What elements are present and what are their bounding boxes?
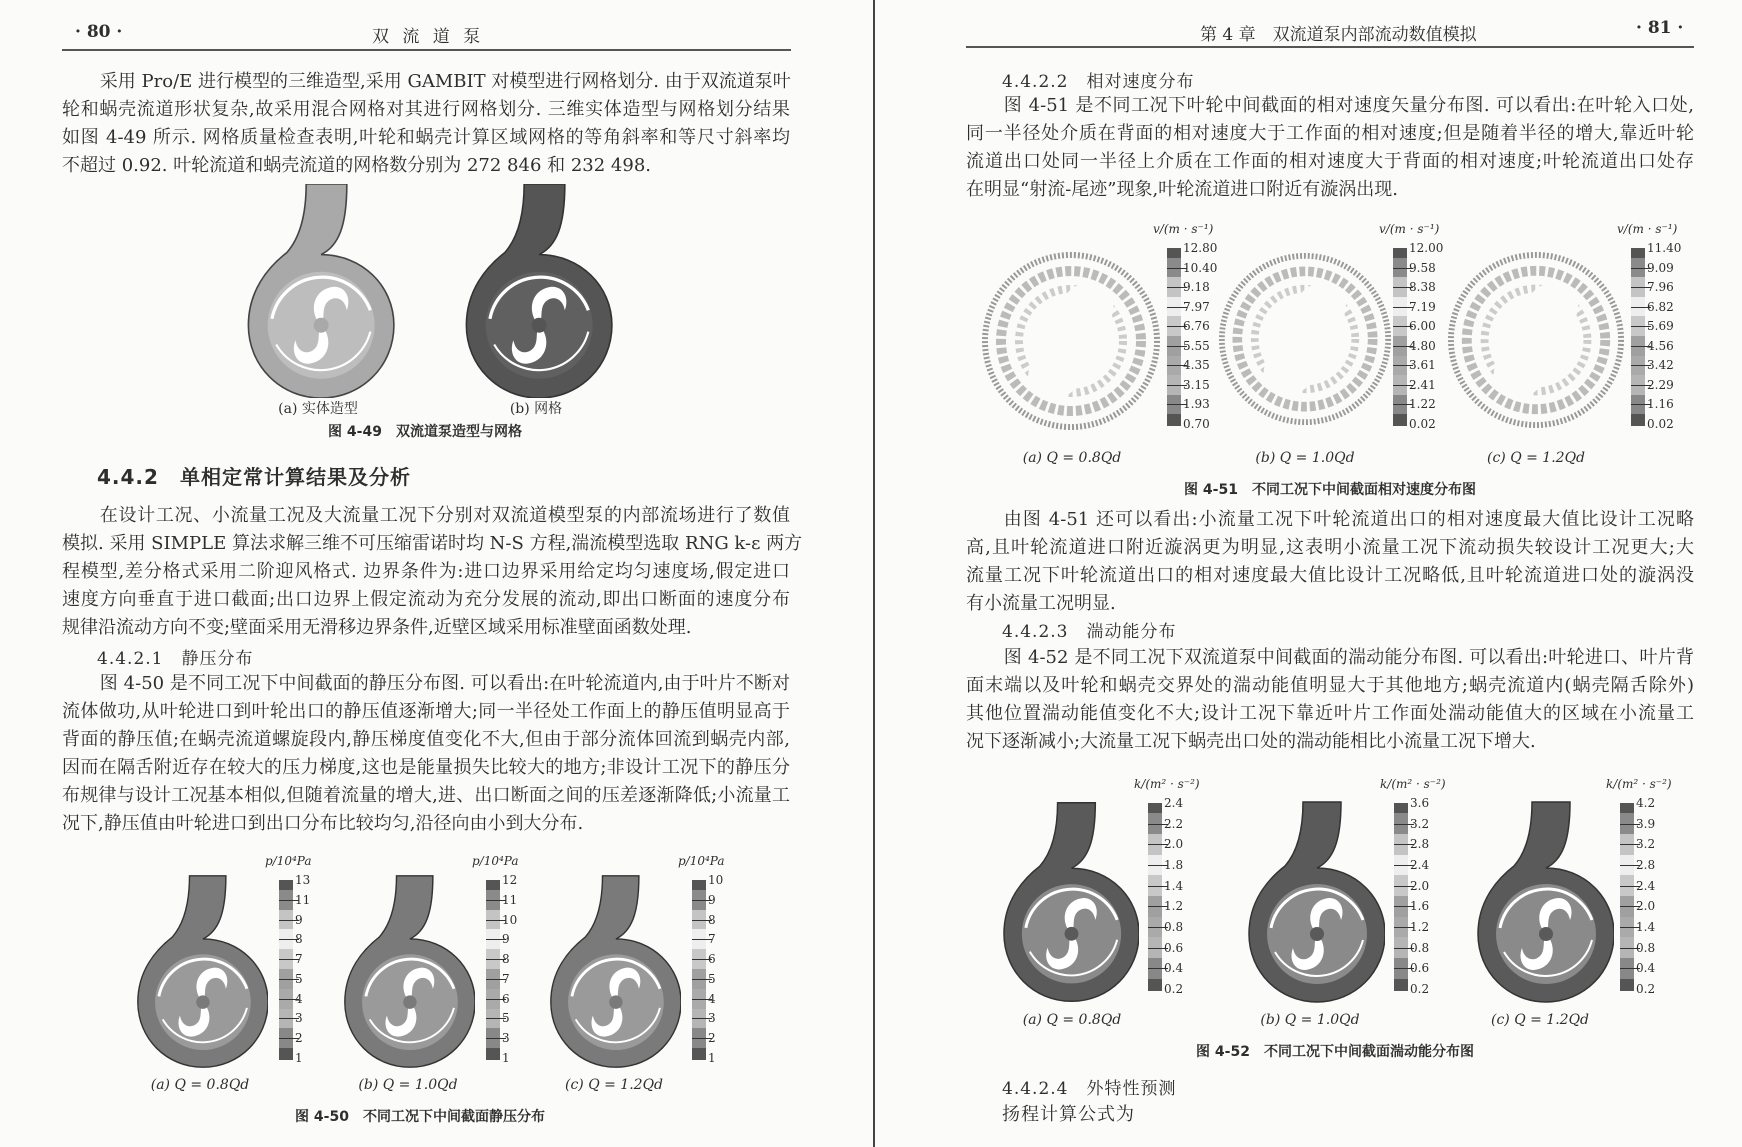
colorbar-tick-label: 2.41: [1409, 377, 1436, 392]
text-line: 流量工况下叶轮流道出口的相对速度最大值比设计工况略低,且叶轮流道进口处的漩涡没: [966, 565, 1694, 586]
colorbar-tick-label: 2.0: [1410, 878, 1430, 893]
text-line: 高,且叶轮流道进口附近漩涡更为明显,这表明小流量工况下流动损失较设计工况更大;大: [966, 537, 1694, 558]
colorbar-tick-label: 0.2: [1410, 982, 1430, 996]
colorbar-legend: [1620, 796, 1680, 996]
text-line: 况下,静压值由叶轮进口到出口分布比较均匀,沿径向由小到大分布.: [62, 813, 584, 834]
colorbar-segment: [1393, 414, 1407, 426]
subcaption: (c) Q = 1.2Qd: [1490, 1012, 1590, 1028]
contour-plot-a: [134, 871, 268, 1072]
colorbar-tick-label: 10: [502, 912, 518, 927]
colorbar-tick-label: 12: [502, 873, 518, 887]
colorbar-tick-label: 1.93: [1183, 397, 1210, 412]
text-line: 在设计工况、小流量工况及大流量工况下分别对双流道模型泵的内部流场进行了数值: [99, 505, 790, 526]
figure-caption: 图 4-50 不同工况下中间截面静压分布: [295, 1109, 545, 1125]
colorbar-unit-label: p/10⁴Pa: [472, 854, 519, 868]
colorbar-tick-label: 2.4: [1164, 796, 1184, 810]
colorbar-tick-label: 10: [708, 873, 724, 887]
colorbar-tick-label: 3.42: [1647, 358, 1674, 373]
colorbar-unit-label: p/10⁴Pa: [678, 854, 725, 868]
colorbar-tick-label: 6.82: [1647, 299, 1674, 314]
text-line: 速度方向垂直于进口截面;出口边界上假定流动为充分发展的流动,即出口断面的速度分布: [62, 589, 790, 610]
colorbar-tick-label: 0.2: [1636, 982, 1656, 996]
colorbar-tick-label: 11: [502, 892, 518, 907]
colorbar-tick-label: 2.4: [1636, 878, 1656, 893]
colorbar-tick-label: 1.22: [1409, 397, 1436, 412]
colorbar-tick-label: 7: [295, 952, 303, 967]
colorbar-tick-label: 9.09: [1647, 260, 1674, 275]
subcaption: (c) Q = 1.2Qd: [564, 1077, 664, 1093]
contour-plot-c: [547, 871, 681, 1072]
colorbar-tick-label: 2.8: [1410, 837, 1430, 852]
text-line: 图 4-52 是不同工况下双流道泵中间截面的湍动能分布图. 可以看出:叶轮进口、叶片背: [1003, 647, 1694, 668]
paragraph: [62, 670, 790, 838]
colorbar-segment: [1148, 979, 1162, 991]
colorbar-tick-label: 1: [708, 1051, 716, 1065]
colorbar-tick-label: 0.8: [1164, 920, 1184, 934]
colorbar-tick-label: 9: [295, 912, 303, 927]
text-line: 模拟. 采用 SIMPLE 算法求解三维不可压缩雷诺时均 N-S 方程,湍流模型选取 RNG k-ε 两方: [62, 533, 803, 554]
subcaption: (a) Q = 0.8Qd: [150, 1077, 250, 1093]
text-line: 背面的静压值;在蜗壳流道螺旋段内,静压梯度值变化不大,但由于部分流体回流到蜗壳内部,: [62, 729, 790, 750]
colorbar-tick-label: 9: [708, 892, 716, 907]
colorbar-tick-label: 0.8: [1410, 940, 1430, 955]
colorbar-tick-label: 1: [502, 1051, 510, 1065]
header-rule-left: [62, 49, 791, 51]
colorbar-tick-label: 7.96: [1647, 280, 1674, 295]
colorbar-tick-label: 3.6: [1410, 796, 1430, 810]
text-line: 流道出口处同一半径上介质在工作面的相对速度大于背面的相对速度;叶轮流道出口处存: [966, 151, 1694, 172]
colorbar-segment: [1394, 979, 1408, 991]
colorbar-tick-label: 1.4: [1636, 920, 1656, 934]
contour-plot-c: [1447, 251, 1625, 429]
colorbar-tick-label: 8: [295, 932, 303, 947]
colorbar-legend: [1394, 796, 1454, 996]
subcaption: (b) Q = 1.0Qd: [1255, 450, 1355, 466]
colorbar-tick-label: 1: [295, 1051, 303, 1065]
colorbar-tick-label: 0.2: [1164, 982, 1184, 996]
subheading: 4.4.2.1 静压分布: [97, 649, 254, 669]
colorbar-tick-label: 6.76: [1183, 319, 1210, 334]
colorbar-unit-label: k/(m² · s⁻²): [1606, 777, 1672, 791]
colorbar-tick-label: 7.19: [1409, 299, 1436, 314]
colorbar-tick-label: 5: [502, 1011, 510, 1026]
figure-4-49a-solid-model: [240, 184, 398, 398]
colorbar-tick-label: 2: [295, 1031, 303, 1046]
subcaption: (a) Q = 0.8Qd: [1022, 450, 1122, 466]
contour-plot-c: [1474, 799, 1614, 1005]
subcaption: (c) Q = 1.2Qd: [1486, 450, 1586, 466]
colorbar-tick-label: 11: [295, 892, 311, 907]
colorbar-tick-label: 2.8: [1636, 858, 1656, 872]
page-number-left: · 80 ·: [75, 22, 123, 42]
text-line: 不超过 0.92. 叶轮流道和蜗壳流道的网格数分别为 272 846 和 232 498.: [62, 155, 651, 176]
colorbar-tick-label: 7: [502, 971, 510, 986]
colorbar-tick-label: 0.4: [1164, 961, 1184, 976]
paragraph: [966, 506, 1694, 618]
colorbar-tick-label: 7.97: [1183, 299, 1210, 314]
colorbar-tick-label: 0.02: [1409, 417, 1436, 431]
text-line: 流体做功,从叶轮进口到叶轮出口的静压值逐渐增大;同一半径处工作面上的静压值明显高于: [62, 701, 790, 722]
colorbar-tick-label: 5.69: [1647, 319, 1674, 334]
subcaption: (b) Q = 1.0Qd: [1260, 1012, 1360, 1028]
text-line: 面末端以及叶轮和蜗壳交界处的湍动能值明显大于其他地方;蜗壳流道内(蜗壳隔舌除外): [966, 675, 1694, 696]
contour-plot-b: [341, 871, 475, 1072]
colorbar-tick-label: 1.2: [1164, 899, 1184, 914]
text-line: 布规律与设计工况基本相似,但随着流量的增大,进、出口断面之间的压差逐渐降低;小流量工: [62, 785, 790, 806]
text-line: 图 4-50 是不同工况下中间截面的静压分布图. 可以看出:在叶轮流道内,由于叶片不断对: [99, 673, 790, 694]
colorbar-tick-label: 1.2: [1410, 920, 1430, 934]
colorbar-tick-label: 8.38: [1409, 280, 1436, 295]
colorbar-tick-label: 5.55: [1183, 338, 1210, 353]
text-line: 如图 4-49 所示. 网格质量检查表明,叶轮和蜗壳计算区域网格的等角斜率和等尺寸斜率均: [62, 127, 790, 148]
subheading: 4.4.2.4 外特性预测: [1002, 1079, 1177, 1099]
colorbar-tick-label: 11.40: [1647, 241, 1682, 255]
figure-4-49b-mesh: [458, 184, 616, 398]
colorbar-tick-label: 3.61: [1409, 358, 1436, 373]
colorbar-tick-label: 3: [295, 1011, 303, 1026]
colorbar-segment: [1631, 414, 1645, 426]
subcaption: (a) Q = 0.8Qd: [1022, 1012, 1122, 1028]
colorbar-tick-label: 5: [708, 971, 716, 986]
subcaption: (b) 网格: [509, 401, 563, 417]
colorbar-tick-label: 4.80: [1409, 338, 1436, 353]
running-title-right: 第 4 章 双流道泵内部流动数值模拟: [1200, 25, 1477, 45]
body-text: 扬程计算公式为: [1002, 1104, 1135, 1125]
colorbar-segment: [279, 1048, 293, 1060]
colorbar-tick-label: 10.40: [1183, 260, 1218, 275]
paragraph: [62, 502, 803, 642]
colorbar-tick-label: 0.8: [1636, 940, 1656, 955]
contour-plot-b: [1245, 799, 1385, 1005]
colorbar-tick-label: 2.0: [1636, 899, 1656, 914]
section-heading: 4.4.2 单相定常计算结果及分析: [97, 465, 411, 489]
colorbar-tick-label: 2: [708, 1031, 716, 1046]
subheading: 4.4.2.3 湍动能分布: [1002, 622, 1177, 642]
paragraph: [62, 68, 790, 180]
colorbar-segment: [692, 1048, 706, 1060]
colorbar-tick-label: 1.4: [1164, 878, 1184, 893]
text-line: 轮和蜗壳流道形状复杂,故采用混合网格对其进行网格划分. 三维实体造型与网格划分结果: [62, 99, 790, 120]
contour-plot-b: [1218, 251, 1392, 427]
colorbar-tick-label: 2.2: [1164, 816, 1184, 831]
text-line: 图 4-51 是不同工况下叶轮中间截面的相对速度矢量分布图. 可以看出:在叶轮入口处,: [1003, 95, 1694, 116]
subheading: 4.4.2.2 相对速度分布: [1002, 72, 1195, 92]
subcaption: (a) 实体造型: [278, 401, 358, 417]
colorbar-tick-label: 4.56: [1647, 338, 1674, 353]
colorbar-tick-label: 4.2: [1636, 796, 1656, 810]
colorbar-tick-label: 1.6: [1410, 899, 1430, 914]
text-line: 有小流量工况明显.: [966, 593, 1116, 614]
text-line: 同一半径处介质在背面的相对速度大于工作面的相对速度;但是随着半径的增大,靠近叶轮: [966, 123, 1694, 144]
colorbar-legend: [692, 873, 752, 1065]
colorbar-legend: [1631, 241, 1691, 431]
colorbar-legend: [279, 873, 339, 1065]
text-line: 由图 4-51 还可以看出:小流量工况下叶轮流道出口的相对速度最大值比设计工况略: [1003, 509, 1694, 530]
colorbar-tick-label: 8: [502, 952, 510, 967]
colorbar-legend: [486, 873, 546, 1065]
colorbar-tick-label: 3.15: [1183, 377, 1210, 392]
colorbar-tick-label: 0.70: [1183, 417, 1210, 431]
colorbar-tick-label: 2.4: [1410, 858, 1430, 872]
text-line: 其他位置湍动能值变化不大;设计工况下靠近叶片工作面处湍动能值大的区域在小流量工: [966, 703, 1694, 724]
colorbar-tick-label: 1.8: [1164, 858, 1184, 872]
colorbar-unit-label: v/(m · s⁻¹): [1379, 222, 1440, 236]
text-line: 况下逐渐减小;大流量工况下蜗壳出口处的湍动能相比小流量工况下增大.: [966, 731, 1536, 752]
colorbar-tick-label: 4: [295, 991, 303, 1006]
colorbar-unit-label: p/10⁴Pa: [265, 854, 312, 868]
contour-plot-a: [981, 251, 1161, 431]
paragraph: [966, 644, 1694, 756]
colorbar-tick-label: 6: [708, 952, 716, 967]
colorbar-legend: [1148, 796, 1208, 996]
colorbar-tick-label: 6: [502, 991, 510, 1006]
running-title-left: 双 流 道 泵: [372, 27, 485, 47]
colorbar-tick-label: 0.02: [1647, 417, 1674, 431]
colorbar-tick-label: 3: [502, 1031, 510, 1046]
colorbar-tick-label: 2.0: [1164, 837, 1184, 852]
figure-caption: 图 4-49 双流道泵造型与网格: [328, 424, 522, 440]
colorbar-tick-label: 3: [708, 1011, 716, 1026]
text-line: 程模型,差分格式采用二阶迎风格式. 边界条件为:进口边界采用给定均匀速度场,假定进口: [62, 561, 790, 582]
colorbar-tick-label: 5: [295, 971, 303, 986]
contour-plot-a: [1000, 799, 1139, 1005]
colorbar-tick-label: 9: [502, 932, 510, 947]
colorbar-legend: [1393, 241, 1453, 431]
colorbar-tick-label: 2.29: [1647, 377, 1674, 392]
header-rule-right: [966, 46, 1694, 48]
colorbar-tick-label: 3.2: [1636, 837, 1656, 852]
text-line: 在明显“射流-尾迹”现象,叶轮流道进口附近有漩涡出现.: [966, 179, 1398, 200]
colorbar-tick-label: 4.35: [1183, 358, 1210, 373]
figure-caption: 图 4-52 不同工况下中间截面湍动能分布图: [1196, 1044, 1474, 1060]
colorbar-unit-label: v/(m · s⁻¹): [1617, 222, 1678, 236]
colorbar-segment: [486, 1048, 500, 1060]
subcaption: (b) Q = 1.0Qd: [358, 1077, 458, 1093]
colorbar-tick-label: 0.4: [1636, 961, 1656, 976]
colorbar-tick-label: 13: [295, 873, 311, 887]
text-line: 规律沿流动方向不变;壁面采用无滑移边界条件,近壁区域采用标准壁面函数处理.: [62, 617, 692, 638]
colorbar-tick-label: 8: [708, 912, 716, 927]
colorbar-tick-label: 9.58: [1409, 260, 1436, 275]
colorbar-unit-label: v/(m · s⁻¹): [1153, 222, 1214, 236]
colorbar-tick-label: 1.16: [1647, 397, 1674, 412]
colorbar-segment: [1167, 414, 1181, 426]
colorbar-tick-label: 3.9: [1636, 816, 1656, 831]
colorbar-tick-label: 9.18: [1183, 280, 1210, 295]
colorbar-tick-label: 0.6: [1410, 961, 1430, 976]
colorbar-segment: [1620, 979, 1634, 991]
colorbar-tick-label: 3.2: [1410, 816, 1430, 831]
colorbar-tick-label: 0.6: [1164, 940, 1184, 955]
colorbar-tick-label: 12.00: [1409, 241, 1444, 255]
text-line: 采用 Pro/E 进行模型的三维造型,采用 GAMBIT 对模型进行网格划分. 由于双流道泵叶: [99, 71, 791, 92]
colorbar-tick-label: 7: [708, 932, 716, 947]
colorbar-tick-label: 4: [708, 991, 716, 1006]
colorbar-tick-label: 12.80: [1183, 241, 1218, 255]
colorbar-unit-label: k/(m² · s⁻²): [1380, 777, 1446, 791]
text-line: 因而在隔舌附近存在较大的压力梯度,这也是能量损失比较大的地方;非设计工况下的静压分: [62, 757, 790, 778]
page-gutter-divider: [873, 0, 875, 1147]
figure-caption: 图 4-51 不同工况下中间截面相对速度分布图: [1184, 482, 1476, 498]
paragraph: [966, 92, 1694, 204]
colorbar-unit-label: k/(m² · s⁻²): [1134, 777, 1200, 791]
colorbar-tick-label: 6.00: [1409, 319, 1436, 334]
page-number-right: · 81 ·: [1636, 18, 1684, 38]
